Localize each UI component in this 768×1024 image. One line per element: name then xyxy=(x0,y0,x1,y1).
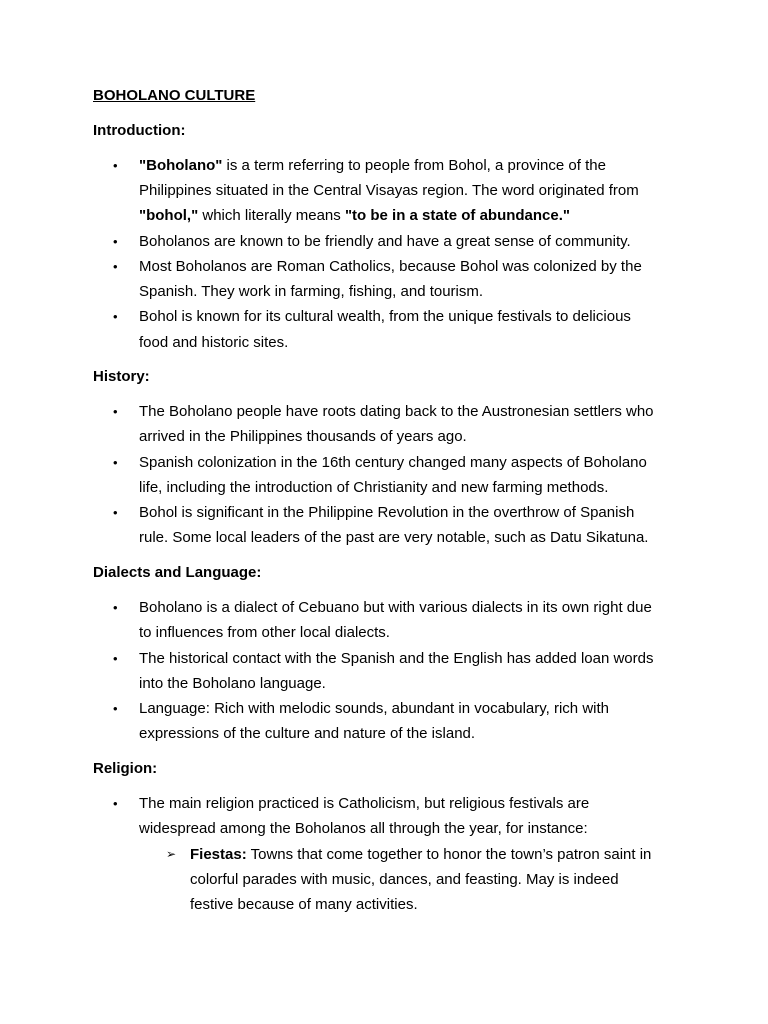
religion-sub-bullet-line-3: festive because of many activities. xyxy=(190,896,418,913)
bullet-marker: • xyxy=(113,234,118,249)
history-bullet-2-line-1: Spanish colonization in the 16th century changed many aspects of Boholano xyxy=(139,454,647,471)
heading-history: History: xyxy=(93,368,150,385)
intro-bullet-2-line-1: Boholanos are known to be friendly and have a great sense of community. xyxy=(139,233,631,250)
religion-bullet-1-line-2: widespread among the Boholanos all through the year, for instance: xyxy=(139,820,588,837)
bullet-marker: • xyxy=(113,796,118,811)
dialects-bullet-2-line-1: The historical contact with the Spanish and the English has added loan words xyxy=(139,650,654,667)
dialects-bullet-1-line-2: to influences from other local dialects. xyxy=(139,624,390,641)
bullet-marker: • xyxy=(113,600,118,615)
bullet-marker: • xyxy=(113,158,118,173)
text: Towns that come together to honor the town’s patron saint in xyxy=(246,846,652,863)
text: is a term referring to people from Bohol, a province of the xyxy=(222,157,606,174)
intro-bullet-3-line-1: Most Boholanos are Roman Catholics, because Bohol was colonized by the xyxy=(139,258,642,275)
text: which literally means xyxy=(198,207,345,224)
document-title: BOHOLANO CULTURE xyxy=(93,87,256,104)
term-meaning: "to be in a state of abundance." xyxy=(344,207,571,224)
religion-sub-bullet-line-2: colorful parades with music, dances, and feasting. May is indeed xyxy=(190,871,619,888)
dialects-bullet-3-line-1: Language: Rich with melodic sounds, abundant in vocabulary, rich with xyxy=(139,700,609,717)
dialects-bullet-2-line-2: into the Boholano language. xyxy=(139,675,326,692)
bullet-marker: • xyxy=(113,455,118,470)
intro-bullet-3-line-2: Spanish. They work in farming, fishing, and tourism. xyxy=(139,283,484,300)
dialects-bullet-3-line-2: expressions of the culture and nature of the island. xyxy=(139,725,476,742)
bullet-marker: • xyxy=(113,701,118,716)
arrow-bullet-icon: ➢ xyxy=(166,847,177,861)
history-bullet-1-line-2: arrived in the Philippines thousands of years ago. xyxy=(139,428,467,445)
history-bullet-3-line-2: rule. Some local leaders of the past are very notable, such as Datu Sikatuna. xyxy=(139,529,649,546)
history-bullet-3-line-1: Bohol is significant in the Philippine Revolution in the overthrow of Spanish xyxy=(139,504,635,521)
dialects-bullet-1-line-1: Boholano is a dialect of Cebuano but with various dialects in its own right due xyxy=(139,599,652,616)
intro-bullet-4-line-2: food and historic sites. xyxy=(139,334,289,351)
history-bullet-2-line-2: life, including the introduction of Christianity and new farming methods. xyxy=(139,479,609,496)
bullet-marker: • xyxy=(113,259,118,274)
intro-bullet-4-line-1: Bohol is known for its cultural wealth, from the unique festivals to delicious xyxy=(139,308,631,325)
bullet-marker: • xyxy=(113,404,118,419)
heading-introduction: Introduction: xyxy=(93,122,186,139)
history-bullet-1-line-1: The Boholano people have roots dating back to the Austronesian settlers who xyxy=(139,403,654,420)
intro-bullet-1-line-2: Philippines situated in the Central Visayas region. The word originated from xyxy=(139,182,639,199)
bullet-marker: • xyxy=(113,309,118,324)
intro-bullet-1-line-3 xyxy=(139,203,570,228)
heading-dialects-and-language: Dialects and Language: xyxy=(93,564,262,581)
religion-sub-bullet-line-1 xyxy=(190,842,651,867)
bullet-marker: • xyxy=(113,651,118,666)
religion-bullet-1-line-1: The main religion practiced is Catholicism, but religious festivals are xyxy=(139,795,590,812)
term-fiestas: Fiestas: xyxy=(190,846,247,863)
bullet-marker: • xyxy=(113,505,118,520)
heading-religion: Religion: xyxy=(93,760,158,777)
intro-bullet-1-line-1 xyxy=(139,153,606,178)
term-bohol: "bohol," xyxy=(139,207,199,224)
term-boholano: "Boholano" xyxy=(139,157,223,174)
